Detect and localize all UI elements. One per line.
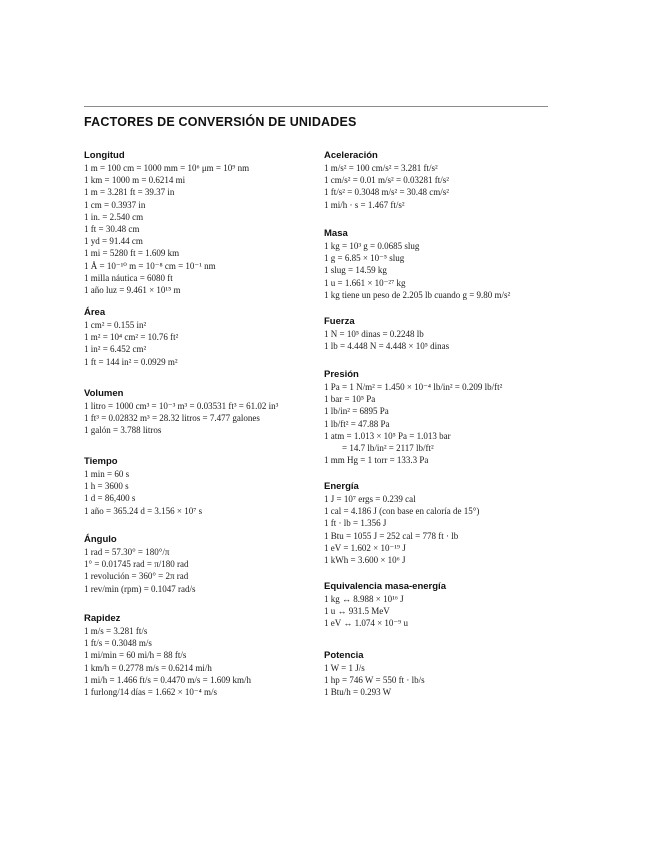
conversion-line: 1 Pa = 1 N/m² = 1.450 × 10⁻⁴ lb/in² = 0.209 lb/ft² <box>324 382 503 392</box>
conversion-line: 1 mi/min = 60 mi/h = 88 ft/s <box>84 650 187 661</box>
section-heading: Presión <box>324 369 359 380</box>
conversion-line: 1 km/h = 0.2778 m/s = 0.6214 mi/h <box>84 662 212 673</box>
conversion-line: 1 W = 1 J/s <box>324 663 365 673</box>
conversion-line: 1 litro = 1000 cm³ = 10⁻³ m³ = 0.03531 ft³ = 61.02 in³ <box>84 401 279 411</box>
section-heading: Masa <box>324 228 348 239</box>
conversion-line: 1 Å = 10⁻¹⁰ m = 10⁻⁸ cm = 10⁻¹ nm <box>84 260 216 271</box>
conversion-line: 1 d = 86,400 s <box>84 493 136 504</box>
conversion-line: 1 Btu = 1055 J = 252 cal = 778 ft · lb <box>324 530 459 541</box>
conversion-line: 1 lb/in² = 6895 Pa <box>324 406 389 417</box>
conversion-line: 1 mi/h = 1.466 ft/s = 0.4470 m/s = 1.609 km/h <box>84 674 251 685</box>
conversion-line: 1 in. = 2.540 cm <box>84 211 144 222</box>
conversion-line: 1 kg tiene un peso de 2.205 lb cuando g = 9.80 m/s² <box>324 289 511 300</box>
conversion-line: 1 in² = 6.452 cm² <box>84 344 147 355</box>
section-heading: Área <box>84 307 106 318</box>
conversion-line: 1 ft = 144 in² = 0.0929 m² <box>84 356 178 367</box>
conversion-line: 1 g = 6.85 × 10⁻⁵ slug <box>324 253 405 264</box>
conversion-line: 1 ft = 30.48 cm <box>84 224 140 235</box>
conversion-line: = 14.7 lb/in² = 2117 lb/ft² <box>324 443 434 454</box>
page-title: FACTORES DE CONVERSIÓN DE UNIDADES <box>84 115 357 129</box>
section-angulo <box>84 534 196 595</box>
section-equivalencia-masa-energia <box>324 581 446 630</box>
section-aceleracion <box>324 150 449 211</box>
conversion-line: 1 Btu/h = 0.293 W <box>324 687 392 698</box>
conversion-line: 1 yd = 91.44 cm <box>84 236 143 247</box>
conversion-line: 1 slug = 14.59 kg <box>324 265 387 276</box>
section-heading: Potencia <box>324 650 364 661</box>
conversion-line: 1 lb/ft² = 47.88 Pa <box>324 418 390 429</box>
conversion-line: 1 lb = 4.448 N = 4.448 × 10⁵ dinas <box>324 341 450 352</box>
section-masa <box>324 228 510 301</box>
conversion-line: 1 mm Hg = 1 torr = 133.3 Pa <box>324 455 429 466</box>
conversion-line: 1 eV ↔ 1.074 × 10⁻⁹ u <box>324 618 409 629</box>
conversion-line: 1 ft/s = 0.3048 m/s <box>84 638 152 649</box>
section-heading: Equivalencia masa-energía <box>324 581 446 592</box>
conversion-line: 1 ft · lb = 1.356 J <box>324 518 387 529</box>
conversion-line: 1 m = 100 cm = 1000 mm = 10⁶ μm = 10⁹ nm <box>84 163 250 173</box>
conversion-line: 1 bar = 10⁵ Pa <box>324 394 376 405</box>
conversion-line: 1 m/s = 3.281 ft/s <box>84 626 148 636</box>
conversion-line: 1 kWh = 3.600 × 10⁶ J <box>324 555 406 566</box>
conversion-line: 1 N = 10⁵ dinas = 0.2248 lb <box>324 329 424 339</box>
section-heading: Rapidez <box>84 613 121 624</box>
section-volumen <box>84 388 278 437</box>
conversion-line: 1 eV = 1.602 × 10⁻¹⁹ J <box>324 542 406 553</box>
section-heading: Ángulo <box>84 534 117 545</box>
section-heading: Energía <box>324 481 359 492</box>
conversion-line: 1 m² = 10⁴ cm² = 10.76 ft² <box>84 332 179 343</box>
conversion-line: 1 kg ↔ 8.988 × 10¹⁶ J <box>324 594 404 604</box>
conversion-line: 1 revolución = 360° = 2π rad <box>84 571 189 582</box>
section-presion <box>324 369 502 466</box>
top-rule <box>84 106 548 107</box>
conversion-line: 1 km = 1000 m = 0.6214 mi <box>84 175 186 186</box>
section-potencia <box>324 650 425 699</box>
section-rapidez <box>84 613 251 698</box>
conversion-line: 1 h = 3600 s <box>84 481 129 492</box>
conversion-line: 1 u = 1.661 × 10⁻²⁷ kg <box>324 277 406 288</box>
conversion-line: 1 mi/h · s = 1.467 ft/s² <box>324 199 405 210</box>
conversion-line: 1 kg = 10³ g = 0.0685 slug <box>324 241 420 251</box>
conversion-line: 1 año = 365.24 d = 3.156 × 10⁷ s <box>84 505 203 516</box>
conversion-line: 1 galón = 3.788 litros <box>84 425 162 436</box>
section-heading: Longitud <box>84 150 125 161</box>
conversion-line: 1 J = 10⁷ ergs = 0.239 cal <box>324 494 416 504</box>
conversion-line: 1 m/s² = 100 cm/s² = 3.281 ft/s² <box>324 163 438 173</box>
conversion-line: 1° = 0.01745 rad = π/180 rad <box>84 559 189 570</box>
section-tiempo <box>84 456 202 517</box>
conversion-line: 1 ft/s² = 0.3048 m/s² = 30.48 cm/s² <box>324 187 449 198</box>
conversion-line: 1 cm/s² = 0.01 m/s² = 0.03281 ft/s² <box>324 175 449 186</box>
conversion-line: 1 cm² = 0.155 in² <box>84 320 147 330</box>
conversion-line: 1 rad = 57.30° = 180°/π <box>84 547 170 557</box>
conversion-line: 1 milla náutica = 6080 ft <box>84 272 173 283</box>
conversion-line: 1 cal = 4.186 J (con base en caloría de 15°) <box>324 506 480 517</box>
conversion-line: 1 cm = 0.3937 in <box>84 199 146 210</box>
conversion-line: 1 min = 60 s <box>84 469 130 479</box>
conversion-line: 1 hp = 746 W = 550 ft · lb/s <box>324 675 425 686</box>
conversion-line: 1 furlong/14 días = 1.662 × 10⁻⁴ m/s <box>84 687 218 698</box>
section-heading: Tiempo <box>84 456 118 467</box>
section-heading: Fuerza <box>324 316 355 327</box>
conversion-line: 1 año luz = 9.461 × 10¹⁵ m <box>84 285 181 296</box>
conversion-line: 1 mi = 5280 ft = 1.609 km <box>84 248 180 259</box>
conversion-line: 1 atm = 1.013 × 10⁵ Pa = 1.013 bar <box>324 430 451 441</box>
section-heading: Aceleración <box>324 150 378 161</box>
conversion-line: 1 u ↔ 931.5 MeV <box>324 606 390 617</box>
section-area <box>84 307 178 368</box>
conversion-line: 1 m = 3.281 ft = 39.37 in <box>84 187 175 198</box>
section-heading: Volumen <box>84 388 124 399</box>
section-fuerza <box>324 316 449 352</box>
section-longitud <box>84 150 249 296</box>
section-energia <box>324 481 479 566</box>
conversion-line: 1 rev/min (rpm) = 0.1047 rad/s <box>84 583 196 594</box>
conversion-line: 1 ft³ = 0.02832 m³ = 28.32 litros = 7.477 galones <box>84 413 260 424</box>
